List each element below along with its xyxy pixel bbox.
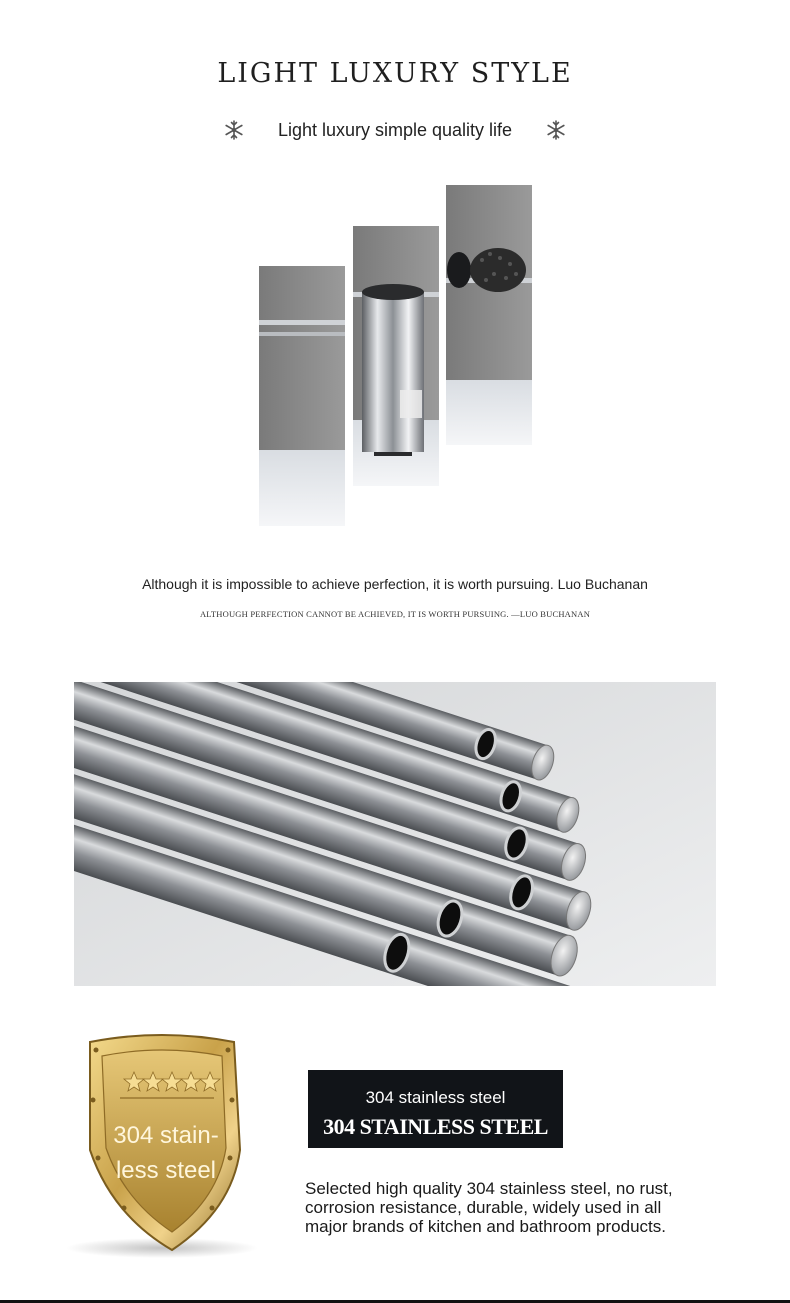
collage-panel-left	[259, 266, 345, 526]
hero-collage-image	[250, 180, 550, 540]
snowflake-icon	[545, 119, 567, 141]
subtitle-row	[0, 116, 790, 146]
page-title: LIGHT LUXURY STYLE	[217, 58, 573, 89]
description-line: major brands of kitchen and bathroom products.	[305, 1217, 666, 1236]
page-subtitle: Light luxury simple quality life	[277, 120, 513, 140]
description-line: Selected high quality 304 stainless steel, no rust,	[305, 1179, 673, 1198]
description-line: corrosion resistance, durable, widely used in all	[305, 1198, 662, 1217]
quote-text: Although it is impossible to achieve perfection, it is worth pursuing. Luo Buchanan	[142, 576, 648, 592]
material-badge	[308, 1070, 563, 1148]
collage-panel-middle	[353, 226, 439, 486]
stainless-steel-pipes-image	[74, 682, 716, 986]
collage-panel-right	[446, 185, 532, 445]
toilet-brush-cup	[362, 292, 424, 452]
shield-text-line2: less steel	[115, 1157, 217, 1184]
material-description	[305, 1179, 725, 1236]
badge-line1: 304 stainless steel	[365, 1088, 506, 1107]
shield-text-line1: 304 stain-	[113, 1122, 219, 1149]
quote-caps-text: ALTHOUGH PERFECTION CANNOT BE ACHIEVED, IT IS WORTH PURSUING. —LUO BUCHANAN	[199, 609, 591, 619]
badge-line2: 304 STAINLESS STEEL	[323, 1114, 548, 1139]
gold-shield-icon	[62, 1030, 262, 1260]
